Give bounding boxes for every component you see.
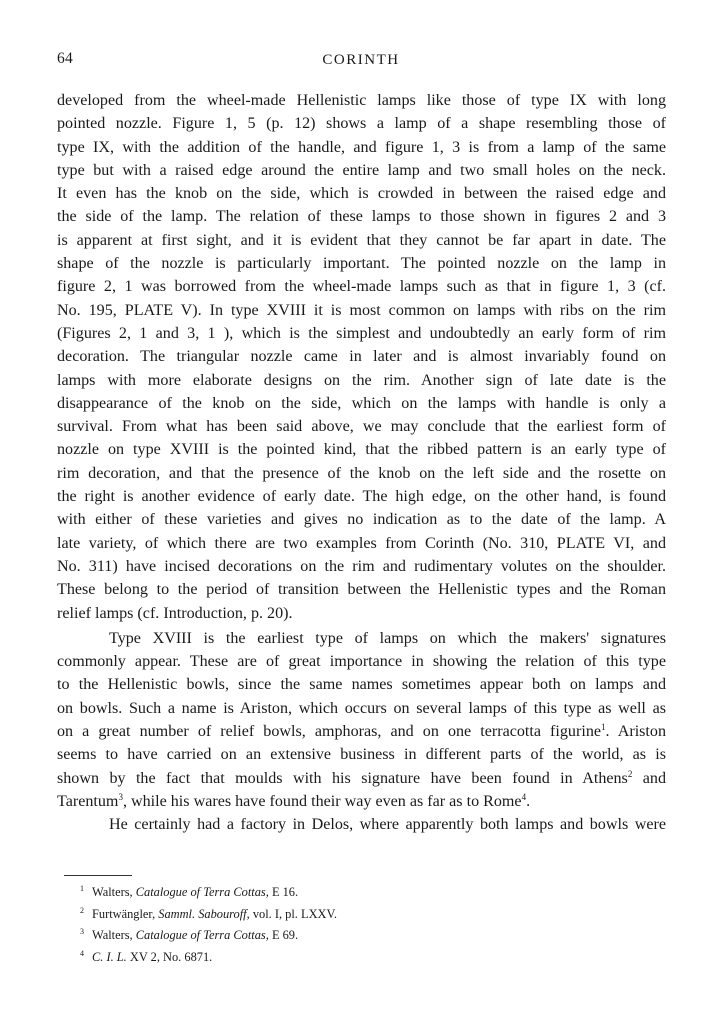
text-line: shape of the nozzle is particularly important. The pointed nozzle on the lamp in	[57, 255, 666, 273]
text-line: the right is another evidence of early date. The high edge, on the other hand, is found	[57, 488, 666, 506]
text-line: nozzle on type XVIII is the pointed kind, that the ribbed pattern is an early type of	[57, 441, 666, 459]
footnote-author: Walters,	[92, 928, 136, 942]
text-line: lamps with more elaborate designs on the rim. Another sign of late date is the	[57, 371, 666, 389]
text-fragment: Tarentum	[57, 792, 119, 810]
text-line: is apparent at first sight, and it is evident that they cannot be far apart in date. The	[57, 231, 666, 249]
text-fragment: , while his wares have found their way even as far as to Rome	[122, 792, 522, 810]
page-number: 64	[57, 50, 74, 67]
text-line: figure 2, 1 was borrowed from the wheel-made lamps such as that in figure 1, 3 (cf.	[57, 278, 666, 296]
text-line: commonly appear. These are of great importance in showing the relation of this type	[57, 653, 666, 671]
text-line: survival. From what has been said above, we may conclude that the earliest form of	[57, 418, 666, 436]
footnote-work: Samml. Sabouroff,	[158, 906, 250, 921]
text-line: He certainly had a factory in Delos, where apparently both lamps and bowls were	[109, 816, 666, 834]
running-head: CORINTH	[322, 52, 400, 68]
text-line: to the Hellenistic bowls, since the same names sometimes appear both on lamps and	[57, 676, 666, 694]
footnote-author: Walters,	[92, 885, 136, 899]
text-line: developed from the wheel-made Hellenistic lamps like those of type IX with long	[57, 92, 666, 109]
text-line: pointed nozzle. Figure 1, 5 (p. 12) shows a lamp of a shape resembling those of	[57, 115, 666, 133]
footnote-mark: 2	[80, 905, 84, 915]
text-line: No. 311) have incised decorations on the rim and rudimentary volutes on the shoulder.	[57, 557, 666, 575]
paragraph-1	[57, 89, 666, 625]
text-line: It even has the knob on the side, which is crowded in between the raised edge and	[57, 185, 666, 203]
footnote-work: C. I. L.	[92, 949, 127, 964]
footnote	[80, 880, 337, 902]
text-line: type IX, with the addition of the handle, and figure 1, 3 is from a lamp of the same	[57, 138, 666, 156]
footnote-mark: 3	[80, 927, 84, 936]
footnote-ref-detail: E 16.	[268, 885, 299, 899]
text-fragment: and	[632, 769, 666, 787]
text-line: on bowls. Such a name is Ariston, which occurs on several lamps of this type as well as	[57, 699, 666, 717]
text-line: seems to have carried on an extensive business in different parts of the world, as is	[57, 746, 666, 764]
text-line: type but with a raised edge around the entire lamp and two small holes on the neck.	[57, 161, 666, 179]
footnote-ref[interactable]: 2	[627, 768, 633, 779]
text-line: rim decoration, and that the presence of the knob on the left side and the rosette on	[57, 464, 666, 482]
footnote-ref[interactable]: 1	[601, 722, 606, 733]
footnote-mark: 1	[80, 884, 84, 893]
text-line: late variety, of which there are two examples from Corinth (No. 310, PLATE VI, and	[57, 534, 666, 552]
text-line: Type XVIII is the earliest type of lamps on which the makers' signatures	[109, 629, 666, 647]
footnote-work: Catalogue of Terra Cottas,	[135, 928, 269, 942]
text-line: No. 195, PLATE V). In type XVIII it is most common on lamps with ribs on the rim	[57, 301, 666, 319]
text-fragment: . Ariston	[605, 723, 666, 741]
footnote-ref[interactable]: 4	[521, 791, 527, 802]
text-line: disappearance of the knob on the side, which on the lamps with handle is only a	[57, 394, 666, 412]
text-fragment: .	[526, 792, 531, 810]
text-line: decoration. The triangular nozzle came in later and is almost invariably found on	[57, 348, 666, 366]
footnote-ref[interactable]: 3	[118, 791, 123, 802]
page-header	[57, 50, 665, 74]
text-line: These belong to the period of transition between the Hellenistic types and the Roman	[57, 581, 666, 599]
text-line	[57, 720, 666, 743]
text-line: relief lamps (cf. Introduction, p. 20).	[57, 604, 293, 622]
paragraph-2	[57, 627, 666, 813]
footnote-ref-detail: vol. I, pl. LXXV.	[249, 906, 337, 921]
footnote	[80, 902, 337, 924]
text-line	[57, 767, 666, 790]
footnote-ref-detail: XV 2, No. 6871.	[126, 949, 213, 964]
paragraph-3	[57, 813, 666, 836]
footnote-mark: 4	[80, 948, 84, 958]
footnote	[80, 923, 337, 945]
text-line: with either of these varieties and gives no indication as to the date of the lamp. A	[57, 511, 666, 529]
footnote-divider	[64, 875, 132, 876]
text-line	[57, 790, 666, 813]
footnote-ref-detail: E 69.	[268, 928, 299, 942]
footnote-work: Catalogue of Terra Cottas,	[135, 885, 269, 899]
body-text	[57, 89, 666, 837]
footnote-author: Furtwängler,	[92, 906, 159, 921]
text-fragment: shown by the fact that moulds with his signature have been found in Athens	[57, 769, 628, 787]
footnotes	[80, 880, 337, 966]
text-fragment: on a great number of relief bowls, amphoras, and on one terracotta figurine	[57, 723, 602, 741]
footnote	[80, 945, 337, 967]
text-line: (Figures 2, 1 and 3, 1 ), which is the simplest and undoubtedly an early form of rim	[57, 324, 666, 342]
text-line: the side of the lamp. The relation of these lamps to those shown in figures 2 and 3	[57, 208, 666, 226]
